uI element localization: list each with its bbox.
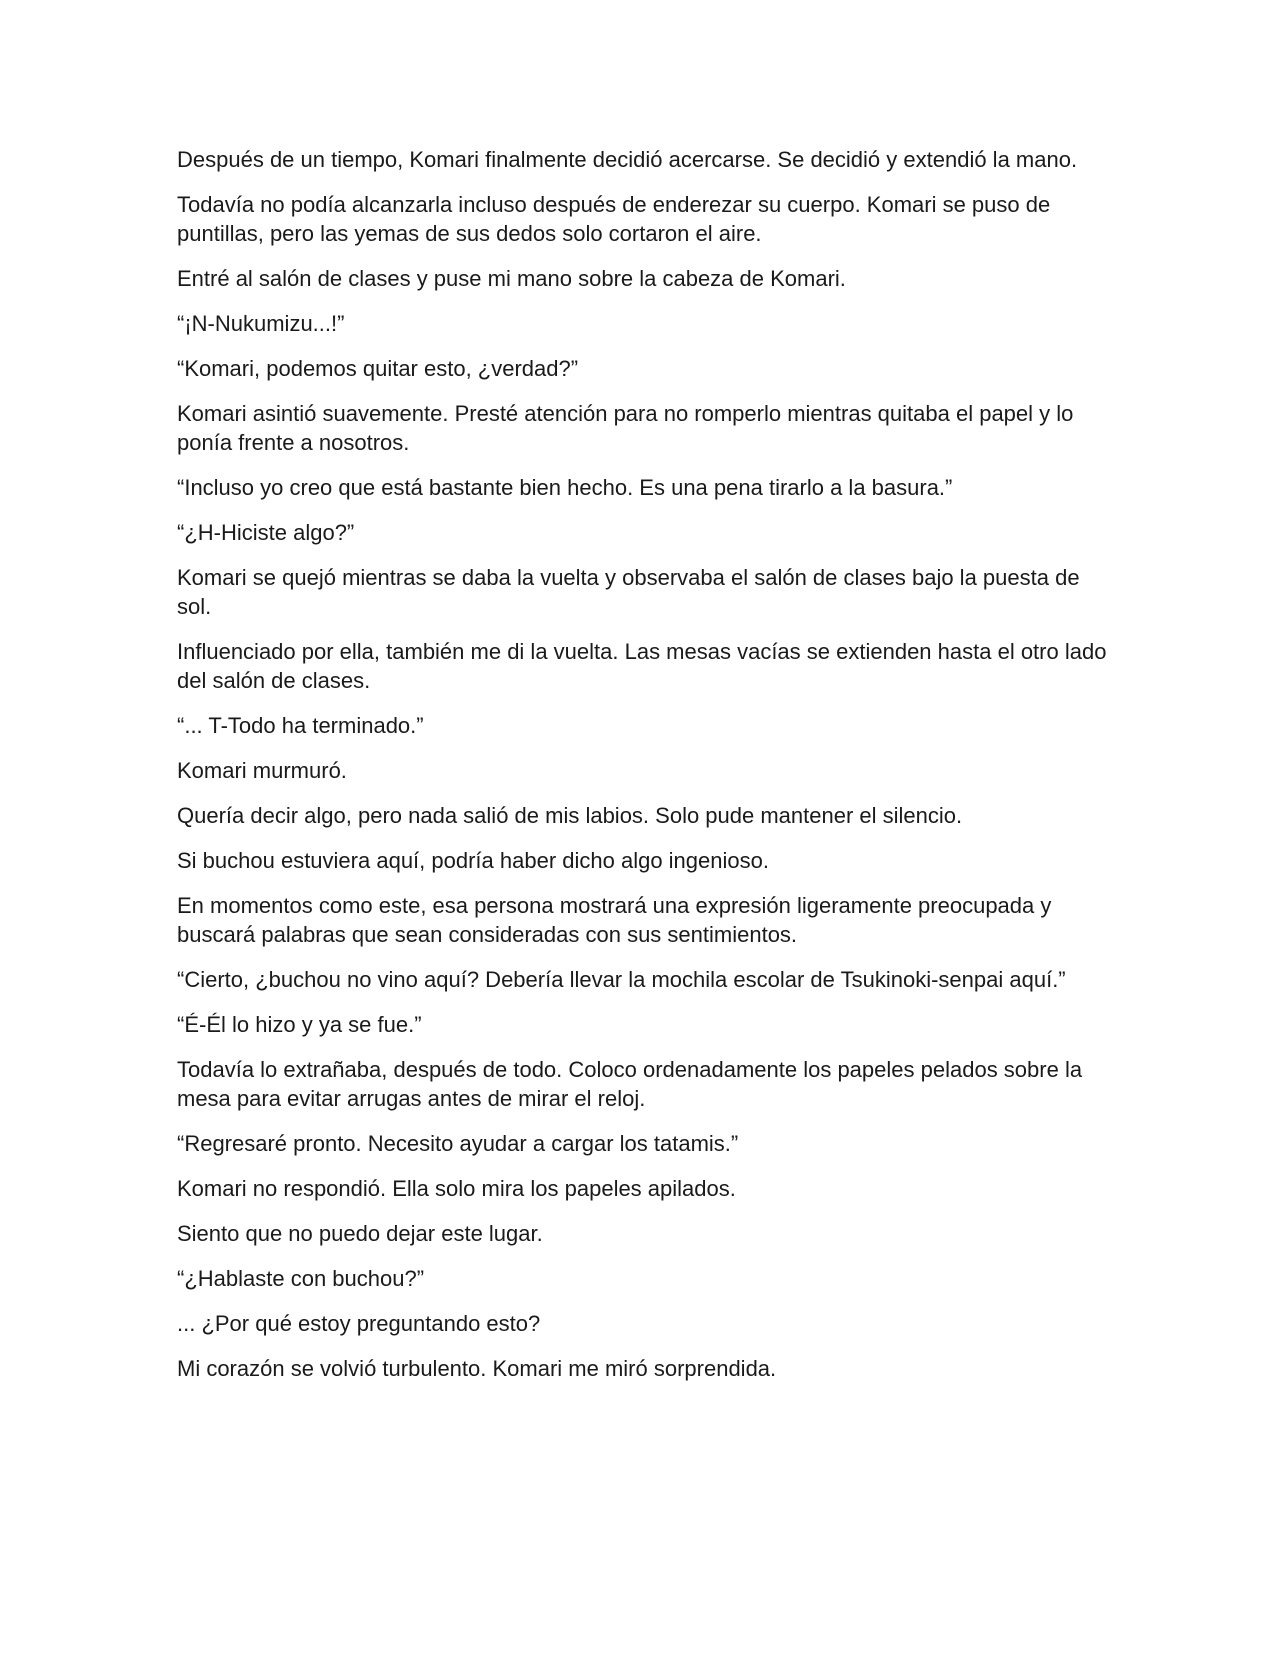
paragraph: “¿H-Hiciste algo?” [177, 520, 355, 545]
paragraph: Después de un tiempo, Komari finalmente decidió acercarse. Se decidió y extendió la mano. [177, 147, 1078, 172]
paragraph: Todavía lo extrañaba, después de todo. Coloco ordenadamente los papeles pelados sobre la mesa para evitar arrugas antes de mirar el reloj. [177, 1057, 1083, 1111]
paragraph: Siento que no puedo dejar este lugar. [177, 1221, 543, 1246]
paragraph: Komari no respondió. Ella solo mira los papeles apilados. [177, 1176, 736, 1201]
paragraph: Komari asintió suavemente. Presté atención para no romperlo mientras quitaba el papel y lo ponía frente a nosotros. [177, 401, 1074, 455]
paragraph: Influenciado por ella, también me di la vuelta. Las mesas vacías se extienden hasta el otro lado del salón de clases. [177, 639, 1107, 693]
paragraph: “Regresaré pronto. Necesito ayudar a cargar los tatamis.” [177, 1131, 739, 1156]
paragraph: “¿Hablaste con buchou?” [177, 1266, 425, 1291]
paragraph: “¡N-Nukumizu...!” [177, 311, 345, 336]
paragraph: Komari murmuró. [177, 758, 347, 783]
paragraph: “Komari, podemos quitar esto, ¿verdad?” [177, 356, 579, 381]
paragraph: En momentos como este, esa persona mostrará una expresión ligeramente preocupada y buscará palabras que sean consideradas con sus sentimientos. [177, 893, 1052, 947]
paragraph: Mi corazón se volvió turbulento. Komari me miró sorprendida. [177, 1356, 777, 1381]
paragraph: Si buchou estuviera aquí, podría haber dicho algo ingenioso. [177, 848, 769, 873]
paragraph: Entré al salón de clases y puse mi mano sobre la cabeza de Komari. [177, 266, 846, 291]
paragraph: “É-Él lo hizo y ya se fue.” [177, 1012, 422, 1037]
paragraph: “Cierto, ¿buchou no vino aquí? Debería llevar la mochila escolar de Tsukinoki-senpai aquí.” [177, 967, 1066, 992]
paragraph: ... ¿Por qué estoy preguntando esto? [177, 1311, 541, 1336]
paragraph: “... T-Todo ha terminado.” [177, 713, 424, 738]
paragraph: Todavía no podía alcanzarla incluso después de enderezar su cuerpo. Komari se puso de puntillas, pero las yemas de sus dedos solo cortaron el aire. [177, 192, 1051, 246]
paragraph: Quería decir algo, pero nada salió de mis labios. Solo pude mantener el silencio. [177, 803, 963, 828]
document-body [177, 145, 1107, 1399]
paragraph: “Incluso yo creo que está bastante bien hecho. Es una pena tirarlo a la basura.” [177, 475, 953, 500]
paragraph: Komari se quejó mientras se daba la vuelta y observaba el salón de clases bajo la puesta de sol. [177, 565, 1080, 619]
